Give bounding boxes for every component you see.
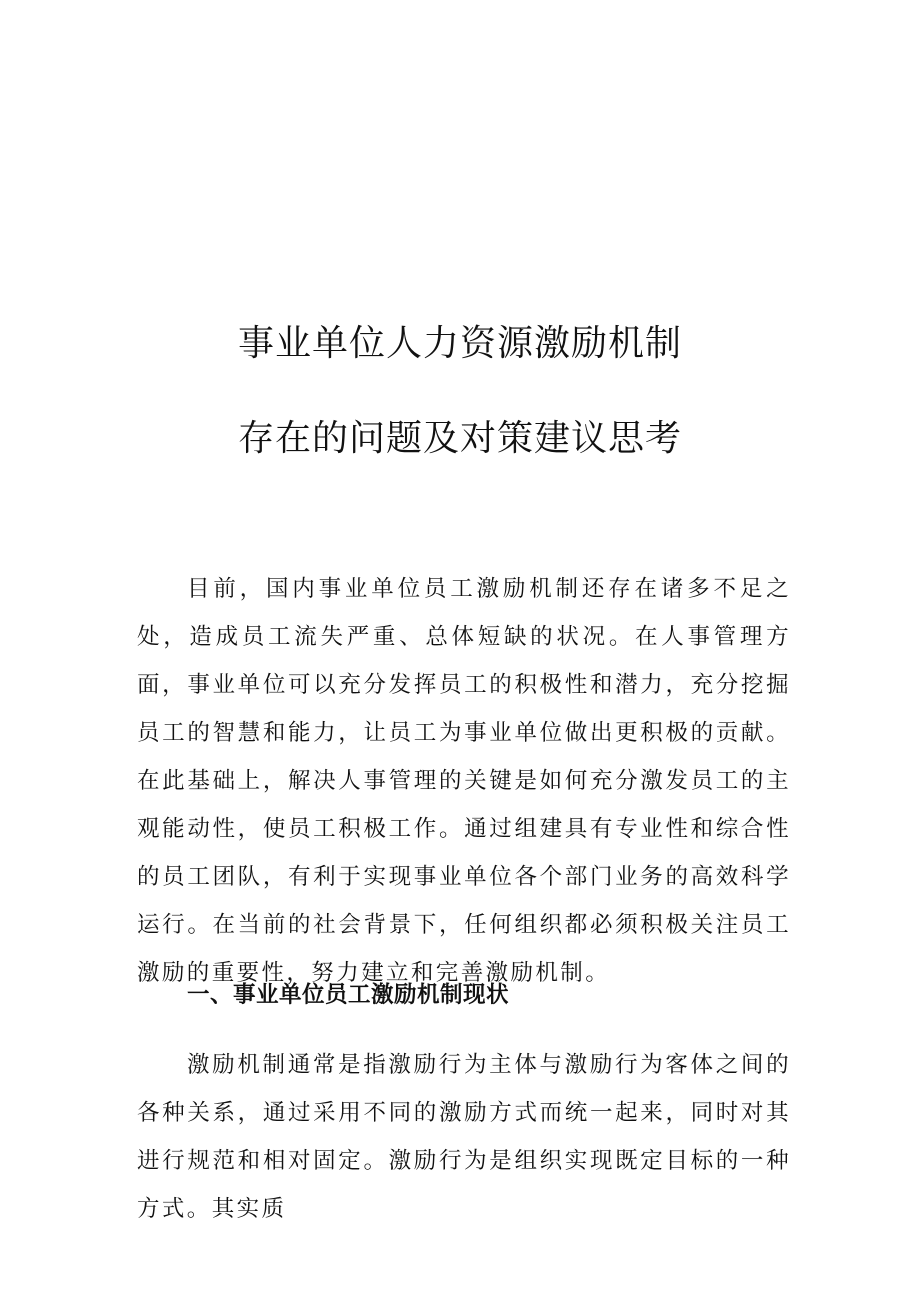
title-line-1: 事业单位人力资源激励机制 [237,323,682,364]
section-paragraph: 激励机制通常是指激励行为主体与激励行为客体之间的各种关系，通过采用不同的激励方式而统一起来，同时对其进行规范和相对固定。激励行为是组织实现既定目标的一种方式。其实质 [137,1052,791,1222]
title-line-2: 存在的问题及对策建议思考 [237,418,682,459]
intro-paragraph: 目前，国内事业单位员工激励机制还存在诸多不足之处，造成员工流失严重、总体短缺的状况。在人事管理方面，事业单位可以充分发挥员工的积极性和潜力，充分挖掘员工的智慧和能力，让员工为事业单位做出更积极的贡献。在此基础上，解决人事管理的关键是如何充分激发员工的主观能动性，使员工积极工作。通过组建具有专业性和综合性的员工团队，有利于实现事业单位各个部门业务的高效科学运行。在当前的社会背景下，任何组织都必须积极关注员工激励的重要性，努力建立和完善激励机制。 [137,576,791,986]
section-heading: 一、事业单位员工激励机制现状 [187,982,510,1008]
